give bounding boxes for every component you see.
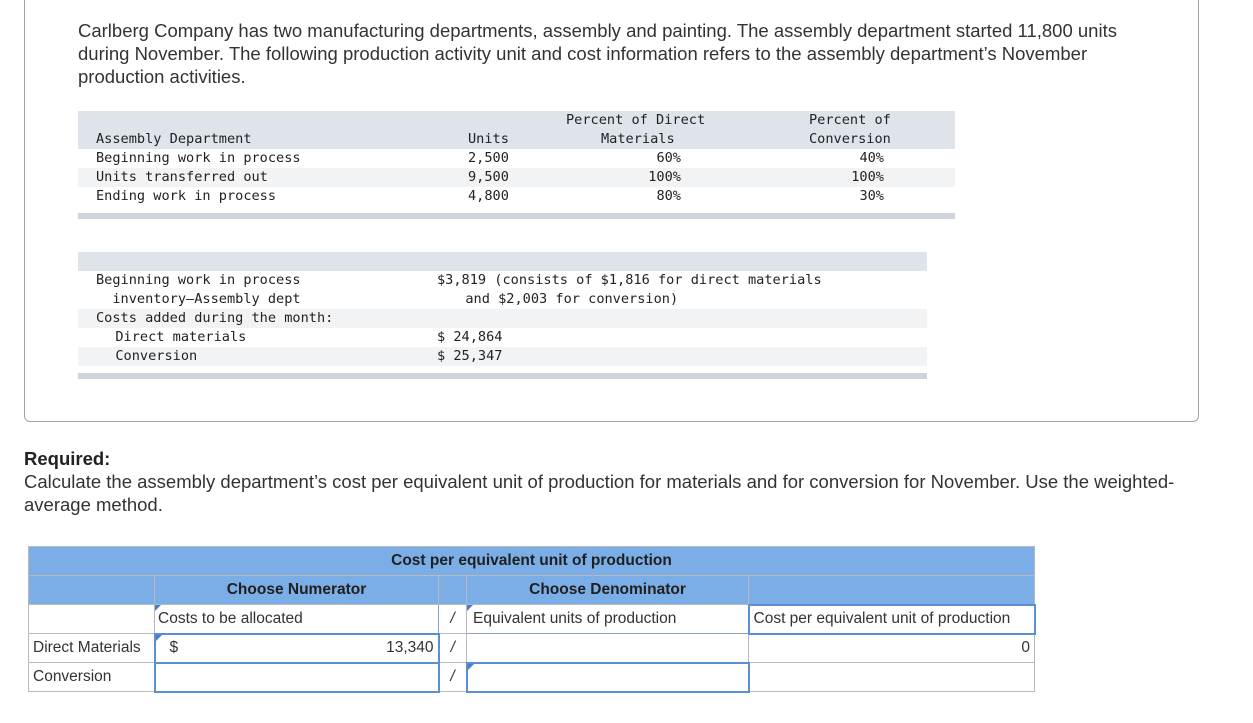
answer-table	[28, 546, 1036, 693]
costs-added-label: Costs added during the month:	[96, 310, 334, 326]
header-conv-line1: Percent of	[809, 112, 891, 128]
blank-label-cell	[29, 605, 155, 634]
row-label: Units transferred out	[96, 169, 268, 185]
denominator-select[interactable]: Equivalent units of production	[467, 605, 749, 634]
header-conv-line2: Conversion	[809, 131, 891, 147]
divider: /	[439, 663, 467, 692]
currency-symbol: $	[169, 639, 179, 656]
row-conv: 100%	[851, 169, 884, 185]
answer-table-title: Cost per equivalent unit of production	[29, 547, 1035, 576]
dm-numerator-input[interactable]	[155, 634, 439, 663]
row-dm: 80%	[656, 188, 681, 204]
result-header: Cost per equivalent unit of production	[749, 605, 1035, 634]
table-stripe	[78, 347, 927, 366]
dm-cost-per-unit: 0	[749, 634, 1035, 663]
conv-cost-label: Conversion	[99, 348, 198, 364]
dm-numerator-value: 13,340	[386, 639, 434, 656]
table-bottom-rule	[78, 373, 927, 379]
problem-intro: Carlberg Company has two manufacturing departments, assembly and painting. The assembly department started 11,800 units during November. The following production activity unit and cost information refers to the assembly department’s November production activities.	[78, 20, 1117, 87]
row-units: 4,800	[468, 188, 509, 204]
required-heading: Required:	[24, 448, 111, 469]
numerator-header: Choose Numerator	[155, 576, 439, 605]
table-bottom-rule	[78, 213, 955, 219]
required-text: Calculate the assembly department’s cost per equivalent unit of production for materials and for conversion for November. Use the weighted-average method.	[24, 471, 1175, 515]
conv-cost-per-unit	[749, 663, 1035, 692]
row-units: 2,500	[468, 150, 509, 166]
header-dept: Assembly Department	[96, 131, 252, 147]
row-dm: 100%	[648, 169, 681, 185]
bwip-label-cont: inventory—Assembly dept	[96, 291, 301, 307]
header-dm-line2: Materials	[601, 131, 675, 147]
bwip-value-cont: and $2,003 for conversion)	[449, 291, 679, 307]
row-conv: 40%	[859, 150, 884, 166]
numerator-select[interactable]: Costs to be allocated	[155, 605, 439, 634]
dm-cost-value: $ 24,864	[437, 329, 503, 345]
bwip-value: $3,819 (consists of $1,816 for direct materials	[437, 272, 822, 288]
denominator-header: Choose Denominator	[467, 576, 749, 605]
assembly-units-table	[78, 111, 955, 221]
row-units: 9,500	[468, 169, 509, 185]
bwip-label: Beginning work in process	[96, 272, 301, 288]
divider: /	[439, 634, 467, 663]
row-label-conversion: Conversion	[29, 663, 155, 692]
blank-header	[29, 576, 155, 605]
required-section	[24, 447, 1224, 516]
conv-numerator-input[interactable]	[155, 663, 439, 692]
dm-denominator-input[interactable]	[467, 634, 749, 663]
conv-denominator-input[interactable]	[467, 663, 749, 692]
assembly-costs-table	[78, 252, 927, 380]
divider: /	[439, 605, 467, 634]
row-label-direct-materials: Direct Materials	[29, 634, 155, 663]
dm-cost-label: Direct materials	[99, 329, 247, 345]
header-units: Units	[468, 131, 509, 147]
row-conv: 30%	[859, 188, 884, 204]
conv-cost-value: $ 25,347	[437, 348, 503, 364]
divider-header	[439, 576, 467, 605]
row-label: Ending work in process	[96, 188, 277, 204]
header-dm-line1: Percent of Direct	[566, 112, 706, 128]
row-dm: 60%	[656, 150, 681, 166]
result-blank-header	[749, 576, 1035, 605]
table-header-band	[78, 252, 927, 271]
row-label: Beginning work in process	[96, 150, 301, 166]
